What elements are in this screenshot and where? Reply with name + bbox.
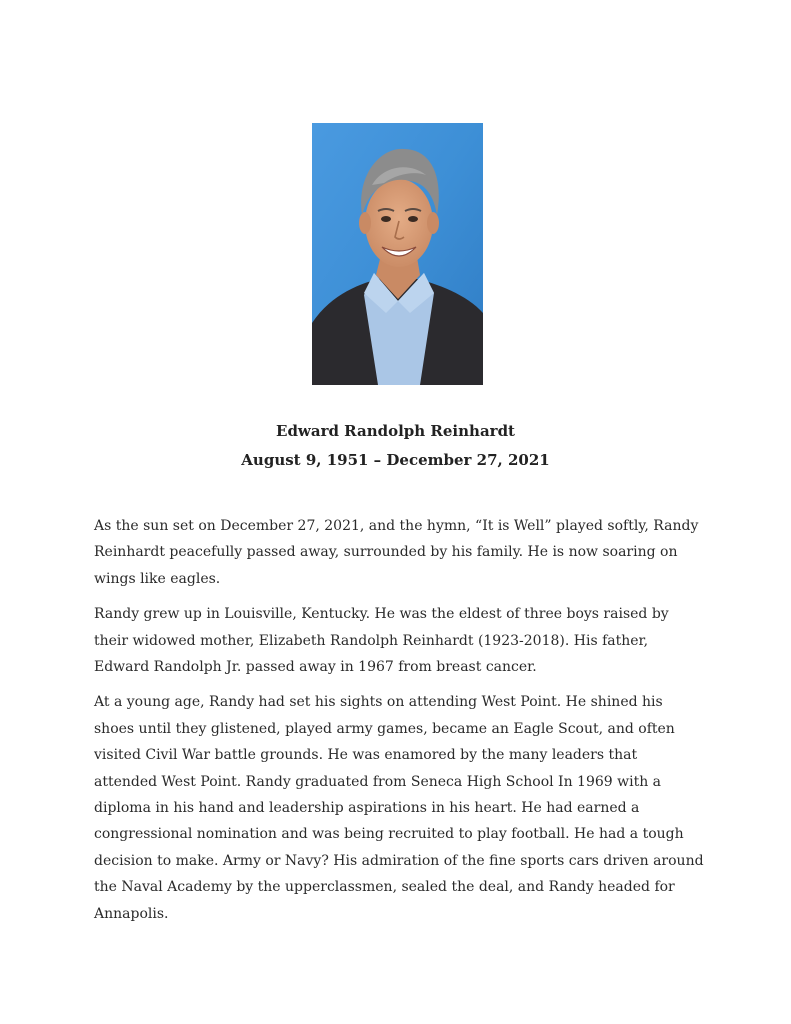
deceased-name: Edward Randolph Reinhardt	[276, 422, 515, 440]
portrait-illustration	[312, 123, 483, 385]
paragraph-passing: As the sun set on December 27, 2021, and the hymn, “It is Well” played softly, Randy Reinhardt peacefully passed away, surrounded by his family. He is now soaring on wings like eagles.	[94, 518, 699, 587]
life-dates: August 9, 1951 – December 27, 2021	[241, 451, 550, 469]
paragraph-academy: At a young age, Randy had set his sights on attending West Point. He shined his shoes until they glistened, played army games, became an Eagle Scout, and often visited Civil War battle grounds. He was enamored by the many leaders that attended West Point. Randy graduated from Seneca High School In 1969 with a diploma in his hand and leadership aspirations in his heart. He had earned a congressional nomination and was being recruited to play football. He had a tough decision to make. Army or Navy? His admiration of the fine sports cars driven around the Naval Academy by the upperclassmen, sealed the deal, and Randy headed for Annapolis.	[94, 694, 704, 922]
paragraph-childhood: Randy grew up in Louisville, Kentucky. He was the eldest of three boys raised by their widowed mother, Elizabeth Randolph Reinhardt (1923-2018). His father, Edward Randolph Jr. passed away in 1967 from breast cancer.	[94, 606, 669, 676]
obituary-body	[94, 513, 704, 936]
portrait-photo	[312, 123, 483, 385]
